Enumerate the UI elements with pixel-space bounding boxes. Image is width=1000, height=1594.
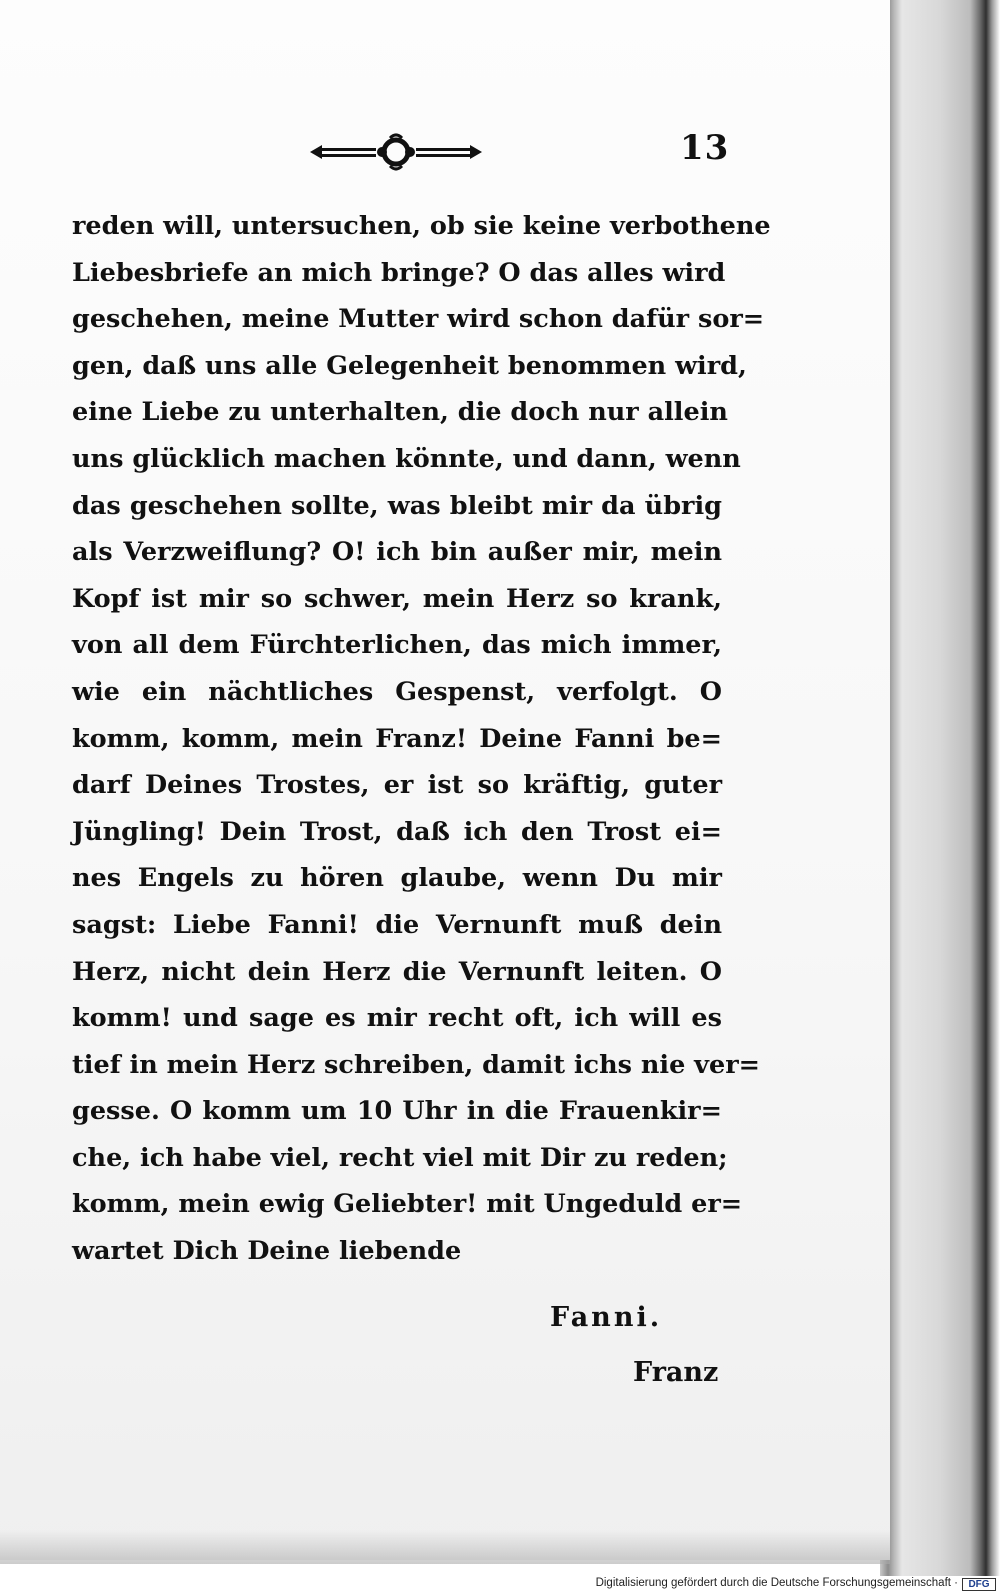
- text-line: tief in mein Herz schreiben, damit ichs nie ver=: [72, 1049, 761, 1080]
- text-line: darf Deines Trostes, er ist so kräftig, guter: [72, 770, 722, 801]
- text-line: che, ich habe viel, recht viel mit Dir zu reden;: [72, 1142, 728, 1173]
- text-line: uns glücklich machen könnte, und dann, wenn: [72, 443, 741, 474]
- text-line: nes Engels zu hören glaube, wenn Du mir: [72, 863, 722, 894]
- text-line: Herz, nicht dein Herz die Vernunft leiten. O: [72, 956, 722, 987]
- text-line: gesse. O komm um 10 Uhr in die Frauenkir=: [72, 1096, 722, 1127]
- text-line: komm! und sage es mir recht oft, ich will es: [72, 1003, 722, 1034]
- text-line: eine Liebe zu unterhalten, die doch nur allein: [72, 397, 728, 428]
- footer-bar: [0, 1576, 1000, 1594]
- text-line: als Verzweiflung? O! ich bin außer mir, mein: [72, 537, 722, 568]
- signature: Fanni.: [550, 1302, 663, 1333]
- text-line: reden will, untersuchen, ob sie keine verbothene: [72, 211, 771, 241]
- book-edge: [880, 0, 1000, 1594]
- text-line: komm, mein ewig Geliebter! mit Ungeduld er=: [72, 1189, 743, 1220]
- text-line: Kopf ist mir so schwer, mein Herz so krank,: [72, 583, 722, 614]
- page-shadow: [0, 1530, 890, 1564]
- ornament-rule-icon: [308, 132, 484, 172]
- page-number: 13: [680, 128, 730, 168]
- text-line: das geschehen sollte, was bleibt mir da übrig: [72, 490, 722, 521]
- text-line: von all dem Fürchterlichen, das mich immer,: [72, 630, 722, 661]
- text-line: Jüngling! Dein Trost, daß ich den Trost ei=: [72, 816, 722, 847]
- footer-credit: Digitalisierung gefördert durch die Deutsche Forschungsgemeinschaft ·: [595, 1577, 958, 1589]
- dfg-logo-icon: DFG: [962, 1578, 996, 1591]
- text-line: sagst: Liebe Fanni! die Vernunft muß dein: [72, 909, 722, 940]
- text-line: gen, daß uns alle Gelegenheit benommen wird,: [72, 350, 747, 381]
- text-line: wartet Dich Deine liebende: [72, 1236, 462, 1267]
- text-line: komm, komm, mein Franz! Deine Fanni be=: [72, 723, 722, 754]
- text-line: Liebesbriefe an mich bringe? O das alles wird: [72, 257, 726, 288]
- text-line: wie ein nächtliches Gespenst, verfolgt. O: [72, 676, 722, 707]
- page-header: [0, 128, 890, 178]
- text-line: geschehen, meine Mutter wird schon dafür sor=: [72, 304, 765, 335]
- body-text: [72, 203, 771, 1275]
- catchword: Franz: [633, 1357, 719, 1388]
